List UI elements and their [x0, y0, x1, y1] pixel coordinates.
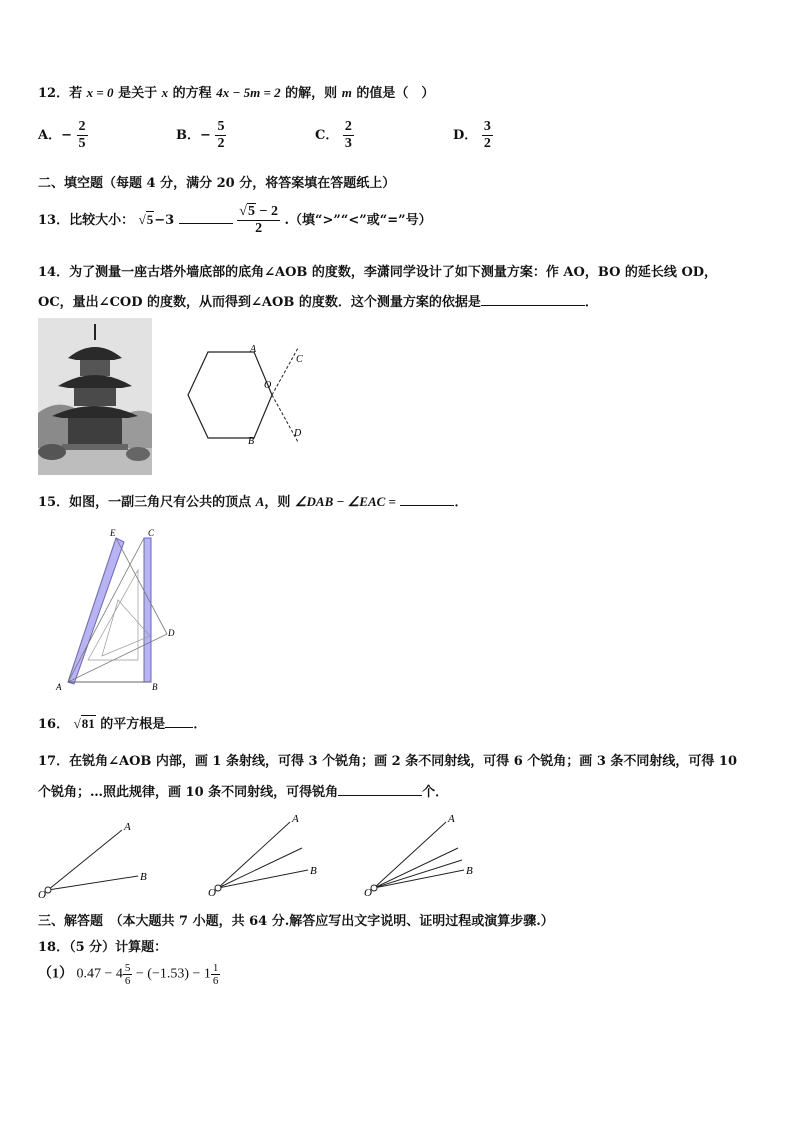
q18-title: 18．（5 分）计算题：: [38, 940, 168, 955]
triangle-rulers-diagram: [52, 524, 182, 694]
ray-diagram-2: [206, 808, 332, 898]
label-C: C: [148, 528, 155, 538]
label-O: O: [264, 380, 272, 391]
label-B: B: [310, 865, 317, 877]
label-A: A: [250, 344, 257, 355]
section-2-heading: 二、填空题（每题 4 分，满分 20 分，将答案填在答题纸上）: [38, 176, 396, 191]
section-3-heading: 三、解答题 （本大题共 7 小题，共 64 分.解答应写出文字说明、证明过程或演算步骤.）: [38, 914, 554, 929]
q15: 15．如图，一副三角尺有公共的顶点 A，则 ∠DAB − ∠EAC = ．: [38, 494, 468, 510]
label-A: A: [124, 821, 131, 833]
ray-diagram-1: [36, 814, 156, 898]
q12-condition: x = 0: [86, 85, 114, 100]
q17-answer-blank[interactable]: [338, 783, 422, 796]
q13-answer-blank[interactable]: [179, 211, 233, 224]
q12-stem: 12．若 x = 0 是关于 x 的方程 4x − 5m = 2 的解，则 m 的值是（ ）: [38, 85, 435, 101]
hexagon-diagram: [180, 342, 320, 448]
label-C: C: [296, 354, 303, 365]
label-B: B: [466, 865, 473, 877]
label-A: A: [56, 682, 62, 692]
q12-option-a[interactable]: A．− $\frac{2}{5}$: [38, 119, 86, 151]
label-O: O: [38, 889, 46, 898]
label-B: B: [152, 682, 158, 692]
q18-part1: （1） 0.47 − 4 $\frac{5}{6}$ − (−1.53) − 1 $\frac{1}{6}$: [38, 962, 219, 987]
pagoda-photo: [38, 318, 152, 475]
label-B: B: [248, 436, 255, 447]
label-D: D: [294, 428, 302, 439]
q14-line2: OC，量出∠COD 的度数，从而得到∠AOB 的度数．这个测量方案的依据是 ．: [38, 295, 598, 310]
q15-expression: ∠DAB − ∠EAC =: [294, 494, 396, 509]
q12-option-d[interactable]: D． $\frac{3}{2}$: [453, 119, 491, 151]
label-O: O: [208, 887, 216, 898]
label-E: E: [110, 528, 116, 538]
q12-option-b[interactable]: B．− $\frac{5}{2}$: [176, 119, 225, 151]
q17-line2: 个锐角；…照此规律，画 10 条不同射线，可得锐角 个．: [38, 785, 449, 800]
q16-answer-blank[interactable]: [165, 715, 193, 728]
q13: 13．比较大小： √5−3 $\frac{√5 - 2}{2}$ .（填“>”“<”或“=”号）: [38, 204, 432, 236]
label-O: O: [364, 887, 372, 898]
q16: 16． √81 的平方根是 ．: [38, 716, 207, 732]
label-D: D: [168, 628, 175, 638]
q17-line1: 17．在锐角∠AOB 内部，画 1 条射线，可得 3 个锐角；画 2 条不同射线，可得 6 个锐角；画 3 条不同射线，可得 10: [38, 754, 738, 769]
label-A: A: [292, 813, 299, 825]
ray-diagram-3: [362, 808, 488, 898]
label-B: B: [140, 871, 147, 883]
q14-answer-blank[interactable]: [481, 293, 585, 306]
q15-answer-blank[interactable]: [400, 493, 454, 506]
q12-equation: 4x − 5m = 2: [216, 85, 281, 100]
q12-option-c[interactable]: C． $\frac{2}{3}$: [315, 119, 352, 151]
label-A: A: [448, 813, 455, 825]
q14-line1: 14．为了测量一座古塔外墙底部的底角∠AOB 的度数，李潇同学设计了如下测量方案：作 AO，BO 的延长线 OD，: [38, 265, 718, 280]
